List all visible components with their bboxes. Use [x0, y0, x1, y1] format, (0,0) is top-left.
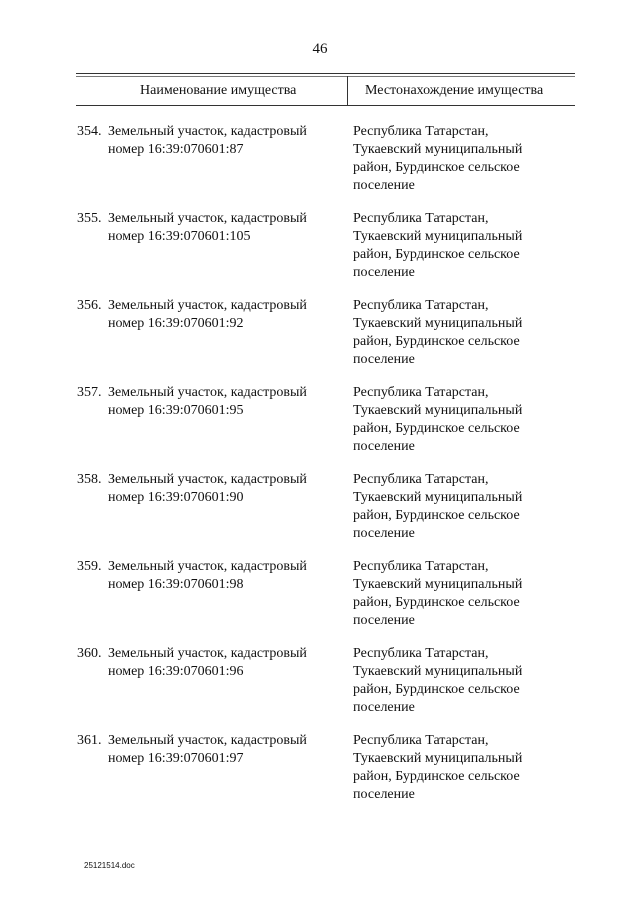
- header-column-divider: [347, 76, 348, 105]
- property-location: [353, 297, 578, 369]
- location-line: поселение: [353, 352, 415, 367]
- location-line: поселение: [353, 613, 415, 628]
- table-row: [0, 210, 640, 297]
- footer-file-name: 25121514.doc: [84, 861, 135, 870]
- location-line: район, Бурдинское сельское: [353, 247, 520, 262]
- location-line: Республика Татарстан,: [353, 472, 489, 487]
- property-name: [108, 732, 343, 768]
- property-name-line: номер 16:39:070601:90: [108, 490, 244, 505]
- location-line: Тукаевский муниципальный: [353, 229, 523, 244]
- table-row: [0, 123, 640, 210]
- location-line: поселение: [353, 265, 415, 280]
- location-line: поселение: [353, 439, 415, 454]
- property-name: [108, 123, 343, 159]
- header-name-column: Наименование имущества: [140, 83, 297, 98]
- property-name-line: номер 16:39:070601:92: [108, 316, 244, 331]
- property-location: [353, 732, 578, 804]
- property-name-line: номер 16:39:070601:98: [108, 577, 244, 592]
- row-number: 361.: [77, 733, 102, 748]
- location-line: район, Бурдинское сельское: [353, 160, 520, 175]
- property-name: [108, 645, 343, 681]
- property-name-line: Земельный участок, кадастровый: [108, 211, 307, 226]
- property-list: [0, 123, 640, 819]
- location-line: Тукаевский муниципальный: [353, 751, 523, 766]
- location-line: Республика Татарстан,: [353, 298, 489, 313]
- property-name-line: номер 16:39:070601:105: [108, 229, 251, 244]
- location-line: район, Бурдинское сельское: [353, 769, 520, 784]
- property-name-line: номер 16:39:070601:96: [108, 664, 244, 679]
- property-name-line: Земельный участок, кадастровый: [108, 646, 307, 661]
- location-line: Республика Татарстан,: [353, 646, 489, 661]
- property-name: [108, 471, 343, 507]
- row-number: 356.: [77, 298, 102, 313]
- location-line: Тукаевский муниципальный: [353, 403, 523, 418]
- row-number: 360.: [77, 646, 102, 661]
- property-location: [353, 210, 578, 282]
- location-line: Тукаевский муниципальный: [353, 142, 523, 157]
- table-row: [0, 558, 640, 645]
- location-line: поселение: [353, 178, 415, 193]
- property-location: [353, 123, 578, 195]
- table-row: [0, 732, 640, 819]
- property-name: [108, 210, 343, 246]
- location-line: район, Бурдинское сельское: [353, 682, 520, 697]
- property-location: [353, 384, 578, 456]
- property-name-line: Земельный участок, кадастровый: [108, 124, 307, 139]
- header-rule-top-inner: [76, 76, 575, 77]
- row-number: 359.: [77, 559, 102, 574]
- page-number: 46: [312, 41, 328, 57]
- header-rule-bottom: [76, 105, 575, 106]
- location-line: Тукаевский муниципальный: [353, 316, 523, 331]
- property-name: [108, 297, 343, 333]
- property-name-line: Земельный участок, кадастровый: [108, 472, 307, 487]
- location-line: Республика Татарстан,: [353, 385, 489, 400]
- row-number: 358.: [77, 472, 102, 487]
- location-line: район, Бурдинское сельское: [353, 334, 520, 349]
- property-location: [353, 645, 578, 717]
- row-number: 357.: [77, 385, 102, 400]
- location-line: Тукаевский муниципальный: [353, 490, 523, 505]
- location-line: поселение: [353, 526, 415, 541]
- location-line: Республика Татарстан,: [353, 559, 489, 574]
- location-line: Тукаевский муниципальный: [353, 664, 523, 679]
- table-row: [0, 645, 640, 732]
- location-line: Республика Татарстан,: [353, 733, 489, 748]
- property-location: [353, 558, 578, 630]
- property-name-line: номер 16:39:070601:97: [108, 751, 244, 766]
- header-rule-top: [76, 73, 575, 74]
- property-name-line: Земельный участок, кадастровый: [108, 298, 307, 313]
- location-line: район, Бурдинское сельское: [353, 508, 520, 523]
- property-name-line: Земельный участок, кадастровый: [108, 559, 307, 574]
- property-name-line: номер 16:39:070601:87: [108, 142, 244, 157]
- property-name: [108, 558, 343, 594]
- table-row: [0, 297, 640, 384]
- location-line: район, Бурдинское сельское: [353, 421, 520, 436]
- table-row: [0, 471, 640, 558]
- location-line: район, Бурдинское сельское: [353, 595, 520, 610]
- header-location-column: Местонахождение имущества: [365, 83, 544, 98]
- location-line: Республика Татарстан,: [353, 211, 489, 226]
- row-number: 355.: [77, 211, 102, 226]
- property-name: [108, 384, 343, 420]
- property-location: [353, 471, 578, 543]
- location-line: Тукаевский муниципальный: [353, 577, 523, 592]
- property-name-line: номер 16:39:070601:95: [108, 403, 244, 418]
- location-line: поселение: [353, 787, 415, 802]
- row-number: 354.: [77, 124, 102, 139]
- property-name-line: Земельный участок, кадастровый: [108, 733, 307, 748]
- location-line: Республика Татарстан,: [353, 124, 489, 139]
- property-name-line: Земельный участок, кадастровый: [108, 385, 307, 400]
- location-line: поселение: [353, 700, 415, 715]
- table-row: [0, 384, 640, 471]
